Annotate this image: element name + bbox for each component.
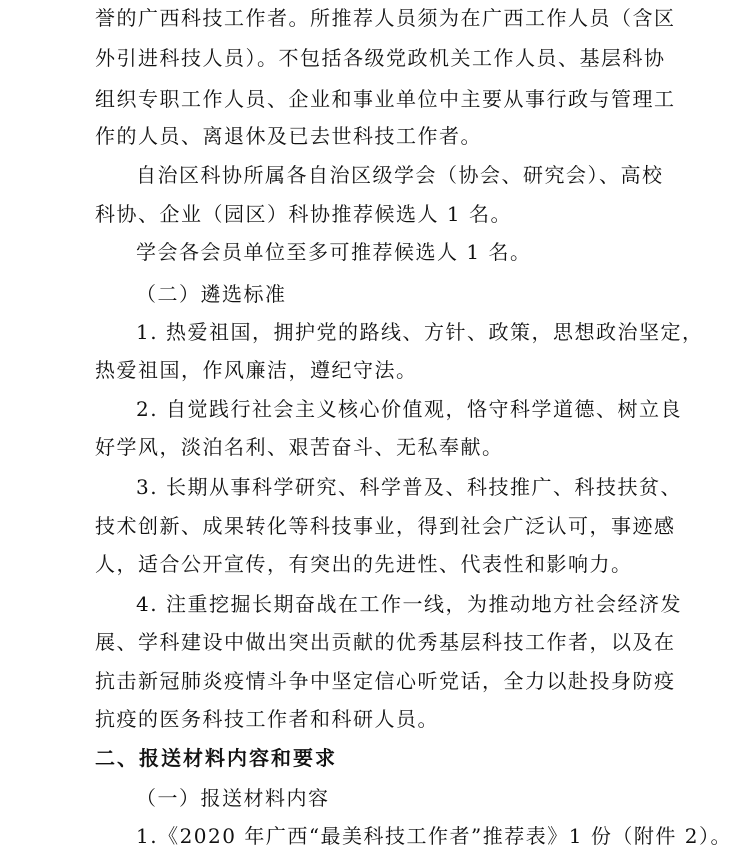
text-line-9: 1. 热爱祖国，拥护党的路线、方针、政策，思想政治坚定， xyxy=(136,320,704,344)
section-heading-materials: 二、报送材料内容和要求 xyxy=(95,746,337,770)
text-line-7: 学会各会员单位至多可推荐候选人 1 名。 xyxy=(136,240,532,264)
text-line-10: 热爱祖国，作风廉洁，遵纪守法。 xyxy=(95,358,418,382)
text-line-14: 技术创新、成果转化等科技事业，得到社会广泛认可，事迹感 xyxy=(95,514,676,538)
text-line-17: 展、学科建设中做出突出贡献的优秀基层科技工作者，以及在 xyxy=(95,630,676,654)
text-line-15: 人，适合公开宣传，有突出的先进性、代表性和影响力。 xyxy=(95,552,633,576)
subheading-materials-content: （一）报送材料内容 xyxy=(136,786,330,810)
text-line-5: 自治区科协所属各自治区级学会（协会、研究会）、高校 xyxy=(136,163,664,187)
text-line-1: 誉的广西科技工作者。所推荐人员须为在广西工作人员（含区 xyxy=(95,6,676,30)
text-line-22: 1.《2020 年广西“最美科技工作者”推荐表》1 份（附件 2）。 xyxy=(136,824,732,848)
text-line-6: 科协、企业（园区）科协推荐候选人 1 名。 xyxy=(95,202,512,226)
text-line-19: 抗疫的医务科技工作者和科研人员。 xyxy=(95,707,439,731)
text-line-3: 组织专职工作人员、企业和事业单位中主要从事行政与管理工 xyxy=(95,87,676,111)
text-line-11: 2. 自觉践行社会主义核心价值观，恪守科学道德、树立良 xyxy=(136,397,682,421)
text-line-2: 外引进科技人员）。不包括各级党政机关工作人员、基层科协 xyxy=(95,46,666,70)
text-line-12: 好学风，淡泊名利、艰苦奋斗、无私奉献。 xyxy=(95,435,504,459)
subheading-selection-criteria: （二）遴选标准 xyxy=(136,282,287,306)
text-line-4: 作的人员、离退休及已去世科技工作者。 xyxy=(95,124,482,148)
text-line-13: 3. 长期从事科学研究、科学普及、科技推广、科技扶贫、 xyxy=(136,475,682,499)
text-line-16: 4. 注重挖掘长期奋战在工作一线，为推动地方社会经济发 xyxy=(136,592,682,616)
text-line-18: 抗击新冠肺炎疫情斗争中坚定信心听党话，全力以赴投身防疫 xyxy=(95,669,676,693)
